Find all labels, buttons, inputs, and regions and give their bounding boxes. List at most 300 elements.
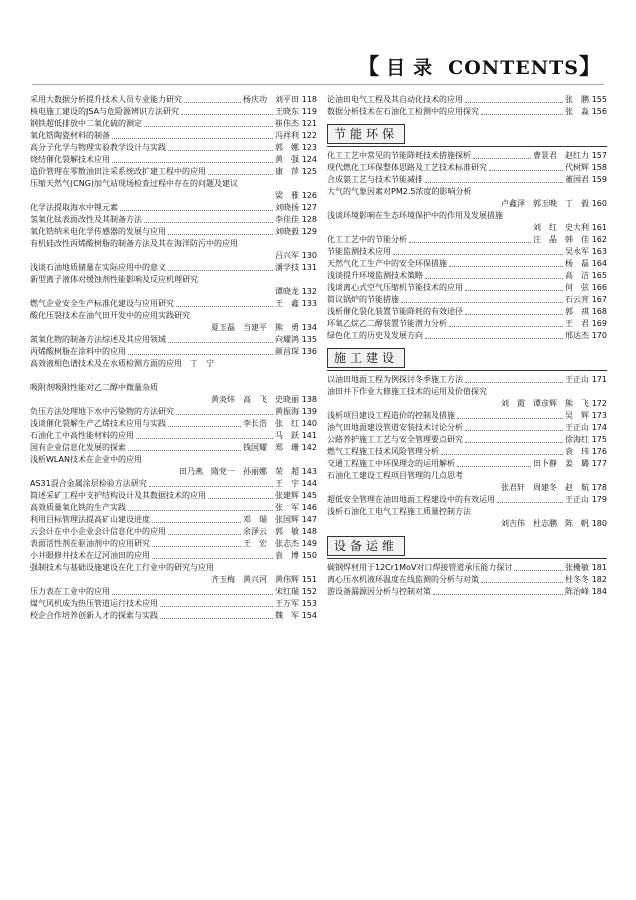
entry-authors: 黄振海 [275, 407, 299, 416]
dot-leader [152, 558, 273, 559]
dot-leader [409, 242, 531, 243]
entry-page: 165 [591, 271, 607, 280]
toc-entry[interactable] [327, 374, 607, 386]
toc-entry[interactable] [327, 186, 607, 210]
dot-leader [128, 354, 273, 355]
entry-title: 碳钢焊材用于12Cr1MoV对口焊接管道承压能力探讨 [327, 563, 513, 572]
entry-page: 175 [591, 435, 607, 444]
toc-entry[interactable] [327, 422, 607, 434]
toc-entry[interactable] [30, 166, 317, 178]
entry-authors: 杨庆功 刘平田 [243, 95, 299, 104]
entry-title: 浅析项目建设工程造价的控制及措施 [327, 411, 455, 420]
entry-title: 燃气工程施工技术风险管理分析 [327, 447, 439, 456]
toc-entry[interactable] [327, 270, 607, 282]
entry-byline [30, 394, 317, 406]
toc-entry[interactable] [30, 130, 317, 142]
entry-authors: 田乃燕 隋党一 孙丽娜 荣 超 [179, 467, 299, 476]
toc-entry[interactable] [30, 202, 317, 214]
entry-authors: 王正山 [565, 375, 589, 384]
entry-line [30, 130, 317, 142]
dot-leader [149, 486, 273, 487]
entry-page: 168 [591, 307, 607, 316]
toc-entry[interactable] [30, 346, 317, 358]
toc-entry[interactable] [327, 174, 607, 186]
entry-title: 绿色化工的历史及发展方向 [327, 331, 423, 340]
dot-leader [425, 338, 563, 339]
entry-line [30, 430, 317, 442]
dot-leader [168, 534, 241, 535]
entry-byline [30, 250, 317, 262]
toc-entry[interactable] [327, 586, 607, 598]
toc-entry[interactable] [30, 586, 317, 598]
toc-entry[interactable] [30, 238, 317, 262]
right-column [327, 94, 607, 598]
entry-authors: 李长浩 张 红 [243, 419, 299, 428]
toc-entry[interactable] [327, 318, 607, 330]
entry-authors: 高 洁 [565, 271, 589, 280]
entry-title: 新型离子液体对缓蚀剂性能影响及反应机理研究 [30, 275, 198, 284]
toc-entry[interactable] [327, 234, 607, 246]
entry-page: 124 [301, 155, 317, 164]
entry-line [30, 514, 317, 526]
entry-page: 166 [591, 283, 607, 292]
toc-entry[interactable] [327, 458, 607, 470]
entry-page: 128 [301, 215, 317, 224]
entry-title: 石油化工中高性能材料的应用 [30, 431, 134, 440]
dot-leader [144, 126, 273, 127]
entry-title: 压力表在工业中的应用 [30, 587, 110, 596]
dot-leader [120, 210, 273, 211]
entry-page: 138 [301, 395, 317, 404]
entry-authors: 何 弦 [565, 283, 589, 292]
dot-leader [112, 138, 273, 139]
contents-header [357, 50, 602, 81]
entry-line [327, 410, 607, 422]
toc-entry[interactable] [30, 310, 317, 334]
entry-page: 143 [301, 467, 317, 476]
dot-leader [168, 342, 273, 343]
section-heading: 施工建设 [327, 348, 405, 368]
entry-line [327, 422, 607, 434]
header-english-title: CONTENTS [448, 57, 579, 79]
dot-leader [184, 102, 241, 103]
right-bracket: 】 [578, 54, 602, 80]
toc-entry[interactable] [30, 514, 317, 526]
entry-title: 离心压水机液环温度在线监测的分析与对策 [327, 575, 479, 584]
dot-leader [208, 498, 273, 499]
entry-page: 145 [301, 491, 317, 500]
entry-authors: 夏玉磊 当建平 熊 勇 [211, 323, 299, 332]
toc-entry[interactable] [327, 574, 607, 586]
toc-entry[interactable] [30, 538, 317, 550]
entry-line [30, 106, 317, 118]
entry-line [327, 294, 607, 306]
entry-page: 161 [591, 223, 607, 232]
entry-authors: 王 君 [565, 319, 589, 328]
left-column [30, 94, 317, 622]
entry-page: 164 [591, 259, 607, 268]
entry-line [30, 262, 317, 274]
entry-line [30, 154, 317, 166]
entry-page: 130 [301, 251, 317, 260]
entry-page: 132 [301, 287, 317, 296]
entry-page: 133 [301, 299, 317, 308]
entry-title: 核电施工建设的JSA与危险源辨识方法研究 [30, 107, 180, 116]
entry-title: 节能监测技术应用 [327, 247, 391, 256]
entry-title: 采用大数据分析提升技术人员专业能力研究 [30, 95, 182, 104]
toc-entry[interactable] [30, 142, 317, 154]
entry-page: 118 [301, 95, 317, 104]
entry-authors: 郭 祺 [565, 307, 589, 316]
dot-leader [168, 426, 241, 427]
entry-authors: 杜冬冬 [565, 575, 589, 584]
entry-line [30, 538, 317, 550]
toc-entry[interactable] [30, 226, 317, 238]
entry-title: 利用目标管理法提高矿山建设进度 [30, 515, 150, 524]
dot-leader [489, 170, 563, 171]
dot-leader [465, 290, 563, 291]
entry-page: 153 [301, 599, 317, 608]
entry-title: 钢铁超低排放中二氧化硫的测定 [30, 119, 142, 128]
entry-page: 151 [301, 575, 317, 584]
entry-authors: 潘学技 [275, 263, 299, 272]
toc-entry[interactable] [327, 258, 607, 270]
entry-line [30, 418, 317, 430]
dot-leader [473, 158, 531, 159]
entry-line [30, 94, 317, 106]
entry-title: 高效液相色谱技术及在水质检测方面的应用 丁 宁 [30, 359, 214, 368]
toc-entry[interactable] [30, 154, 317, 166]
entry-authors: 郭 娜 [275, 143, 299, 152]
entry-line [327, 586, 607, 598]
toc-entry[interactable] [327, 162, 607, 174]
toc-entry[interactable] [30, 598, 317, 610]
entry-authors: 张 淼 [565, 107, 589, 116]
entry-title: 浅谈提升环境监测技术策略 [327, 271, 423, 280]
toc-entry[interactable] [327, 494, 607, 506]
entry-page: 179 [591, 495, 607, 504]
toc-entry[interactable] [30, 382, 317, 406]
entry-title: 云会计在中小企业会计信息化中的应用 [30, 527, 166, 536]
entry-line [327, 458, 607, 470]
entry-byline [30, 466, 317, 478]
entry-authors: 谭晓龙 [275, 287, 299, 296]
entry-authors: 向耀鸿 [275, 335, 299, 344]
entry-line [327, 174, 607, 186]
entry-authors: 邢达杰 [565, 331, 589, 340]
entry-title: 浅析石油化工电气工程施工质量控制方法 [327, 507, 471, 516]
entry-page: 149 [301, 539, 317, 548]
entry-authors: 曹景君 赵红力 [533, 151, 589, 160]
entry-page: 169 [591, 319, 607, 328]
entry-line [327, 374, 607, 386]
entry-authors: 王正山 [565, 423, 589, 432]
entry-title: 简议锅炉的节能措施 [327, 295, 399, 304]
toc-entry[interactable] [30, 562, 317, 586]
entry-page: 176 [591, 447, 607, 456]
entry-title: 大气的气象因素对PM2.5浓度的影响分析 [327, 187, 472, 196]
dot-leader [128, 510, 273, 511]
entry-page: 121 [301, 119, 317, 128]
dot-leader [425, 278, 563, 279]
entry-line [30, 298, 317, 310]
dot-leader [176, 306, 273, 307]
toc-entry[interactable] [30, 274, 317, 298]
entry-title: AS31混合金属涂层检验方法研究 [30, 479, 147, 488]
entry-page: 134 [301, 323, 317, 332]
entry-authors: 黄炎炜 高 飞 史晓丽 [211, 395, 299, 404]
entry-title: 氮氧化物的制备方法综述及其应用领域 [30, 335, 166, 344]
entry-page: 154 [301, 611, 317, 620]
entry-line [30, 226, 317, 238]
entry-page: 174 [591, 423, 607, 432]
entry-authors: 邓 瑞 张国辉 [243, 515, 299, 524]
entry-title: 有机硅改性丙烯酸树脂的制备方法及其在海洋防污中的应用 [30, 239, 238, 248]
entry-title: 天然气化工生产中的安全环保措施 [327, 259, 447, 268]
entry-authors: 陈治峰 [565, 587, 589, 596]
entry-title: 表面活性剂在驱油剂中的应用研究 [30, 539, 150, 548]
entry-authors: 李佳佳 [275, 215, 299, 224]
toc-entry[interactable] [327, 410, 607, 422]
entry-authors: 王万军 [275, 599, 299, 608]
dot-leader [160, 606, 273, 607]
toc-entry[interactable] [327, 386, 607, 410]
toc-entry[interactable] [327, 434, 607, 446]
dot-leader [136, 438, 273, 439]
toc-entry[interactable] [327, 94, 607, 106]
toc-entry[interactable] [327, 330, 607, 342]
entry-line [30, 586, 317, 598]
entry-authors: 张君轩 周建冬 赵 航 [501, 483, 589, 492]
entry-title: 现代燃化工环保整体思路及工艺技术标准研究 [327, 163, 487, 172]
entry-page: 129 [301, 227, 317, 236]
entry-line [327, 150, 607, 162]
entry-authors: 徐海红 [565, 435, 589, 444]
entry-page: 162 [591, 235, 607, 244]
entry-title: 油田井下作业大修施工技术的运用及价值探究 [327, 387, 487, 396]
entry-authors: 董国君 [565, 175, 589, 184]
left-bracket: 【 [357, 54, 381, 80]
entry-byline [327, 222, 607, 234]
entry-authors: 马 跃 [275, 431, 299, 440]
toc-entry[interactable] [30, 442, 317, 454]
toc-entry[interactable] [327, 282, 607, 294]
entry-page: 178 [591, 483, 607, 492]
entry-line [30, 202, 317, 214]
dot-leader [497, 502, 563, 503]
dot-leader [465, 382, 563, 383]
toc-entry[interactable] [327, 106, 607, 118]
toc-entry[interactable] [327, 294, 607, 306]
entry-title: 烧结催化裂解技术应用 [30, 155, 110, 164]
toc-entry[interactable] [30, 502, 317, 514]
entry-title: 氢氧化钛表面改性及其制备方法 [30, 215, 142, 224]
toc-entry[interactable] [30, 118, 317, 130]
dot-leader [208, 174, 273, 175]
entry-line [327, 306, 607, 318]
entry-page: 150 [301, 551, 317, 560]
entry-page: 122 [301, 131, 317, 140]
toc-entry[interactable] [30, 406, 317, 418]
entry-title: 环氧乙烷乙二醇装置节能潜力分析 [327, 319, 447, 328]
toc-entry[interactable] [30, 478, 317, 490]
toc-entry[interactable] [30, 334, 317, 346]
entry-line [30, 118, 317, 130]
section-heading: 设备运维 [327, 536, 405, 556]
toc-entry[interactable] [30, 214, 317, 226]
entry-title: 高分子化学与物理实验教学设计与实践 [30, 143, 166, 152]
entry-page: 182 [591, 575, 607, 584]
toc-entry[interactable] [30, 358, 317, 382]
entry-title: 合成氨工艺与技术节能减排 [327, 175, 423, 184]
entry-line [30, 478, 317, 490]
entry-page: 142 [301, 443, 317, 452]
toc-entry[interactable] [30, 94, 317, 106]
entry-authors: 田卜静 姜 璐 [533, 459, 589, 468]
entry-page: 119 [301, 107, 317, 116]
entry-page: 139 [301, 407, 317, 416]
toc-entry[interactable] [30, 178, 317, 202]
toc-entry[interactable] [327, 470, 607, 494]
dot-leader [481, 582, 563, 583]
entry-line [327, 106, 607, 118]
entry-page: 136 [301, 347, 317, 356]
toc-entry[interactable] [327, 150, 607, 162]
entry-authors: 袁 玮 [565, 447, 589, 456]
entry-authors: 袁 博 [275, 551, 299, 560]
dot-leader [401, 302, 563, 303]
entry-title: 压缩天然气(CNG)加气站现场检查过程中存在的问题及建议 [30, 179, 239, 188]
toc-entry[interactable] [30, 298, 317, 310]
entry-page: 123 [301, 143, 317, 152]
entry-page: 152 [301, 587, 317, 596]
entry-authors: 黄 强 [275, 155, 299, 164]
entry-line [327, 434, 607, 446]
entry-authors: 吴 辉 [565, 411, 589, 420]
entry-title: 煤气风机成为热压管道运行技术应用 [30, 599, 158, 608]
entry-title: 浅谈环境影响在生态环境保护中的作用及发展措施 [327, 211, 503, 220]
entry-authors: 康 萍 [275, 167, 299, 176]
entry-page: 140 [301, 419, 317, 428]
entry-title: 游设备漏源因分析与控制对策 [327, 587, 431, 596]
entry-line [30, 142, 317, 154]
entry-line [327, 330, 607, 342]
entry-title: 数据分析技术在石油化工检测中的应用探究 [327, 107, 479, 116]
entry-title: 浅谈催化裂解生产乙烯技术应用与实践 [30, 419, 166, 428]
toc-entry[interactable] [30, 262, 317, 274]
entry-line [327, 258, 607, 270]
entry-page: 160 [591, 199, 607, 208]
entry-byline [30, 574, 317, 586]
entry-authors: 魏 军 [275, 611, 299, 620]
entry-page: 184 [591, 587, 607, 596]
dot-leader [176, 414, 273, 415]
toc-entry[interactable] [30, 106, 317, 118]
entry-byline [327, 482, 607, 494]
entry-line [327, 562, 607, 574]
toc-entry[interactable] [30, 430, 317, 442]
toc-entry[interactable] [30, 454, 317, 478]
dot-leader [449, 266, 563, 267]
toc-entry[interactable] [30, 526, 317, 538]
dot-leader [152, 546, 241, 547]
entry-authors: 颜昌琛 [275, 347, 299, 356]
toc-entry[interactable] [327, 506, 607, 530]
entry-authors: 冯祥利 [275, 131, 299, 140]
entry-title: 浅谈石油地质储量在实际应用中的意义 [30, 263, 166, 272]
entry-title: 浅析催化裂化装置节能降耗的有效途径 [327, 307, 463, 316]
entry-authors: 余泽云 郭 敏 [243, 527, 299, 536]
toc-entry[interactable] [327, 210, 607, 234]
entry-line [30, 490, 317, 502]
entry-line [30, 346, 317, 358]
entry-line [327, 318, 607, 330]
entry-page: 135 [301, 335, 317, 344]
entry-authors: 梁 雅 [275, 191, 299, 200]
entry-line [30, 550, 317, 562]
entry-title: 化学法提取海水中锂元素 [30, 203, 118, 212]
entry-authors: 刘 红 史大利 [533, 223, 589, 232]
entry-title: 造价管理在零散油田注采系统改扩建工程中的应用 [30, 167, 206, 176]
entry-line [30, 598, 317, 610]
entry-title: 简述采矿工程中支护结构设计及其数据技术的应用 [30, 491, 206, 500]
entry-page: 147 [301, 515, 317, 524]
entry-title: 论油田电气工程及其自动化技术的应用 [327, 95, 463, 104]
entry-page: 126 [301, 191, 317, 200]
entry-authors: 王正山 [565, 495, 589, 504]
dot-leader [465, 314, 563, 315]
entry-page: 158 [591, 163, 607, 172]
toc-entry[interactable] [327, 306, 607, 318]
dot-leader [128, 450, 241, 451]
toc-entry[interactable] [30, 418, 317, 430]
dot-leader [457, 466, 531, 467]
entry-line [30, 526, 317, 538]
dot-leader [112, 594, 273, 595]
entry-title: 油气田地面建设管道安装技术讨论分析 [327, 423, 463, 432]
dot-leader [144, 222, 273, 223]
entry-line [327, 234, 607, 246]
entry-authors: 刘晓扬 [275, 203, 299, 212]
entry-page: 156 [591, 107, 607, 116]
toc-entry[interactable] [30, 610, 317, 622]
dot-leader [441, 454, 563, 455]
toc-entry[interactable] [327, 562, 607, 574]
entry-title: 负压方法处理地下水中污染物的方法研究 [30, 407, 174, 416]
toc-entry[interactable] [30, 550, 317, 562]
toc-entry[interactable] [327, 246, 607, 258]
entry-page: 163 [591, 247, 607, 256]
entry-title: 丙烯酸树脂在涂料中的应用 [30, 347, 126, 356]
entry-page: 180 [591, 519, 607, 528]
dot-leader [168, 234, 273, 235]
entry-byline [30, 370, 317, 382]
entry-page: 127 [301, 203, 317, 212]
entry-title: 氧化锆陶瓷材料的制备 [30, 131, 110, 140]
toc-entry[interactable] [30, 490, 317, 502]
entry-page: 155 [591, 95, 607, 104]
entry-authors: 刘吉伟 杜志鹏 陈 帆 [501, 519, 589, 528]
entry-authors: 崔伟杰 [275, 119, 299, 128]
entry-line [327, 270, 607, 282]
section-heading-wrap [327, 342, 607, 371]
dot-leader [168, 270, 273, 271]
entry-title: 高效质量氧化铁的生产实践 [30, 503, 126, 512]
dot-leader [481, 114, 563, 115]
entry-page: 181 [591, 563, 607, 572]
dot-leader [465, 430, 563, 431]
toc-entry[interactable] [327, 446, 607, 458]
